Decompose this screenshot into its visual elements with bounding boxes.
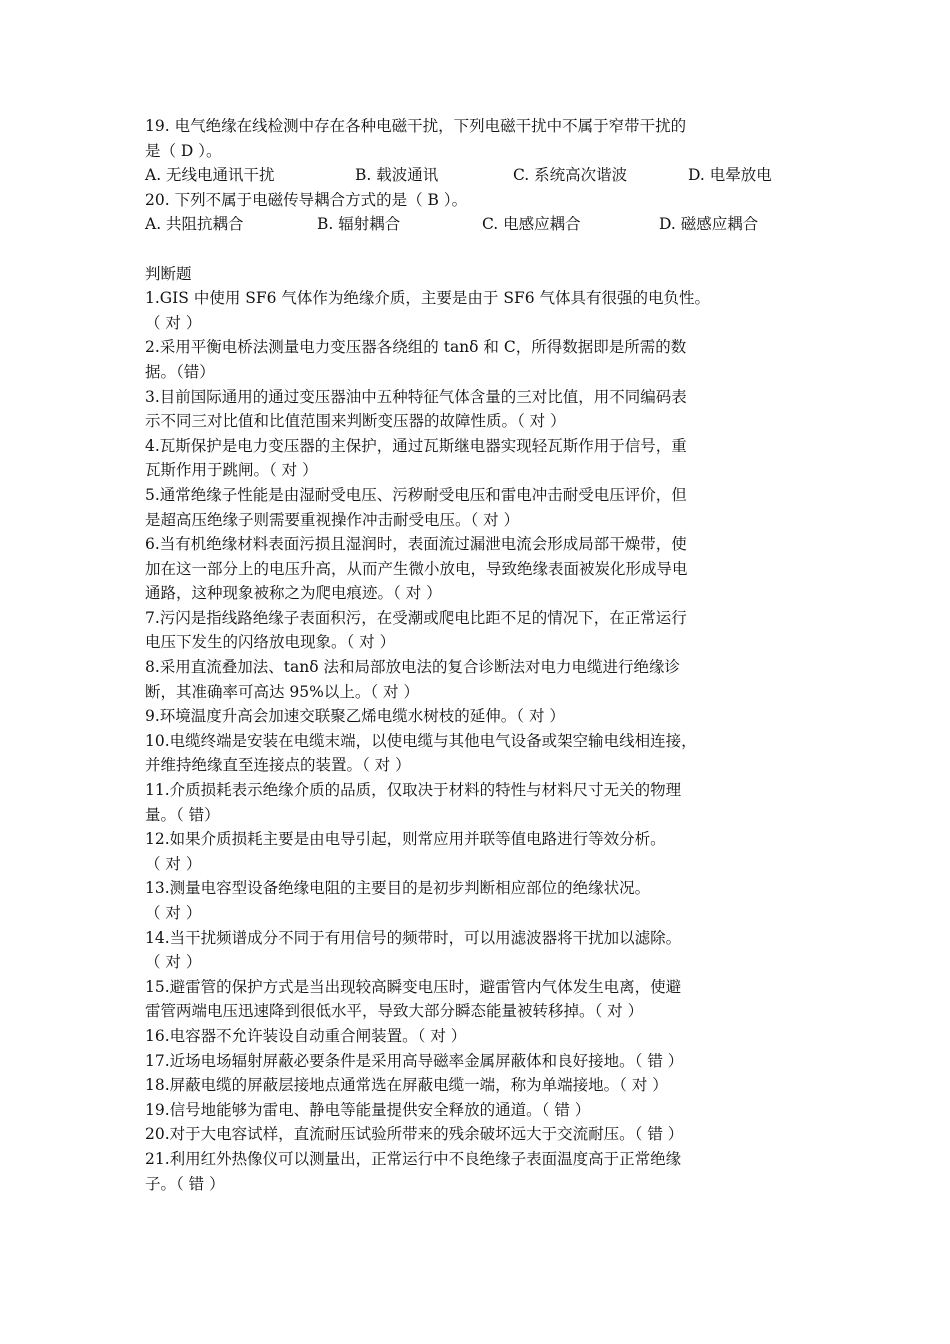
tf-question — [145, 778, 810, 827]
question-line: 17.近场电场辐射屏蔽必要条件是采用高导磁率金属屏蔽体和良好接地。（ 错 ） — [145, 1051, 684, 1070]
question-line: 19. 电气绝缘在线检测中存在各种电磁干扰，下列电磁干扰中不属于窄带干扰的 — [145, 117, 687, 135]
question-line: 2.采用平衡电桥法测量电力变压器各绕组的 tanδ 和 C，所得数据即是所需的数 — [145, 338, 687, 357]
question-line: 13.测量电容型设备绝缘电阻的主要目的是初步判断相应部位的绝缘状况。 — [145, 879, 651, 898]
question-line: 瓦斯作用于跳闸。（ 对 ） — [145, 461, 318, 480]
tf-question — [145, 655, 810, 704]
question-line: 量。（ 错） — [145, 805, 220, 824]
question-line: 并维持绝缘直至连接点的装置。（ 对 ） — [145, 756, 411, 775]
tf-question — [145, 1073, 810, 1098]
question-line: 据。（错） — [145, 362, 215, 381]
tf-question — [145, 827, 810, 876]
option-a: A. 无线电通讯干扰 — [145, 166, 275, 185]
true-false-list — [145, 286, 810, 1196]
tf-question — [145, 926, 810, 975]
question-line: 断，其准确率可高达 95%以上。（ 对 ） — [145, 682, 419, 701]
question-line: 21.利用红外热像仪可以测量出，正常运行中不良绝缘子表面温度高于正常绝缘 — [145, 1149, 682, 1168]
question-line: 加在这一部分上的电压升高，从而产生微小放电，导致绝缘表面被炭化形成导电 — [145, 559, 688, 578]
question-line: 14.当干扰频谱成分不同于有用信号的频带时，可以用滤波器将干扰加以滤除。 — [145, 928, 682, 947]
tf-question — [145, 335, 810, 384]
option-row — [145, 212, 810, 237]
question-line: 6.当有机绝缘材料表面污损且湿润时，表面流过漏泄电流会形成局部干燥带，使 — [145, 535, 687, 554]
question-line: 示不同三对比值和比值范围来判断变压器的故障性质。（ 对 ） — [145, 412, 566, 431]
question-line: 3.目前国际通用的通过变压器油中五种特征气体含量的三对比值，用不同编码表 — [145, 387, 687, 406]
tf-question — [145, 1147, 810, 1196]
question-line: 4.瓦斯保护是电力变压器的主保护，通过瓦斯继电器实现轻瓦斯作用于信号，重 — [145, 436, 687, 455]
option-c: C. 系统高次谐波 — [513, 166, 628, 185]
question-line: 10.电缆终端是安装在电缆末端，以使电缆与其他电气设备或架空输电线相连接， — [145, 731, 697, 750]
question-line: 通路，这种现象被称之为爬电痕迹。（ 对 ） — [145, 584, 442, 603]
option-d: D. 磁感应耦合 — [659, 215, 759, 234]
tf-question — [145, 483, 810, 532]
section-heading: 判断题 — [145, 264, 192, 283]
option-b: B. 辐射耦合 — [317, 215, 401, 234]
tf-question — [145, 532, 810, 606]
question-line: 子。（ 错 ） — [145, 1174, 225, 1193]
question-line: 16.电容器不允许装设自动重合闸装置。（ 对 ） — [145, 1026, 467, 1045]
question-line: 8.采用直流叠加法、tanδ 法和局部放电法的复合诊断法对电力电缆进行绝缘诊 — [145, 658, 681, 677]
question-line: 电压下发生的闪络放电现象。（ 对 ） — [145, 633, 396, 652]
tf-question — [145, 1098, 810, 1123]
tf-question — [145, 385, 810, 434]
question-line: 12.如果介质损耗主要是由电导引起，则常应用并联等值电路进行等效分析。 — [145, 830, 666, 849]
tf-question — [145, 1049, 810, 1074]
question-line: 7.污闪是指线路绝缘子表面积污，在受潮或爬电比距不足的情况下，在正常运行 — [145, 608, 687, 627]
question-line: （ 对 ） — [145, 904, 202, 922]
question-line: 是超高压绝缘子则需要重视操作冲击耐受电压。（ 对 ） — [145, 510, 520, 529]
option-d: D. 电晕放电 — [688, 166, 772, 185]
document-page — [145, 114, 810, 1196]
tf-question — [145, 729, 810, 778]
option-c: C. 电感应耦合 — [482, 215, 581, 234]
tf-question — [145, 704, 810, 729]
tf-question — [145, 975, 810, 1024]
mc-question-19 — [145, 114, 810, 188]
question-line: （ 对 ） — [145, 854, 202, 873]
question-line: 9.环境温度升高会加速交联聚乙烯电缆水树枝的延伸。（ 对 ） — [145, 707, 565, 726]
mc-question-20 — [145, 188, 810, 237]
tf-question — [145, 876, 810, 925]
option-a: A. 共阻抗耦合 — [145, 215, 244, 234]
tf-question — [145, 434, 810, 483]
question-line: 雷管两端电压迅速降到很低水平，导致大部分瞬态能量被转移掉。（ 对 ） — [145, 1002, 644, 1021]
option-row — [145, 163, 810, 188]
question-line: （ 对 ） — [145, 953, 202, 972]
question-line: 15.避雷管的保护方式是当出现较高瞬变电压时，避雷管内气体发生电离，使避 — [145, 977, 682, 996]
question-line: 是（ D ）。 — [145, 141, 222, 160]
option-b: B. 载波通讯 — [355, 166, 439, 185]
question-line: 1.GIS 中使用 SF6 气体作为绝缘介质，主要是由于 SF6 气体具有很强的电负性。 — [145, 289, 711, 308]
question-line: 18.屏蔽电缆的屏蔽层接地点通常选在屏蔽电缆一端，称为单端接地。（ 对 ） — [145, 1076, 668, 1095]
spacer — [145, 237, 810, 262]
tf-question — [145, 1122, 810, 1147]
question-line: 19.信号地能够为雷电、静电等能量提供安全释放的通道。（ 错 ） — [145, 1100, 591, 1119]
tf-question — [145, 606, 810, 655]
question-line: （ 对 ） — [145, 313, 202, 332]
question-line: 5.通常绝缘子性能是由湿耐受电压、污秽耐受电压和雷电冲击耐受电压评价，但 — [145, 485, 687, 504]
tf-question — [145, 286, 810, 335]
tf-question — [145, 1024, 810, 1049]
question-line: 11.介质损耗表示绝缘介质的品质，仅取决于材料的特性与材料尺寸无关的物理 — [145, 781, 682, 800]
question-line: 20.对于大电容试样，直流耐压试验所带来的残余破坏远大于交流耐压。（ 错 ） — [145, 1125, 684, 1144]
question-line: 20. 下列不属于电磁传导耦合方式的是（ B ）。 — [145, 190, 468, 209]
